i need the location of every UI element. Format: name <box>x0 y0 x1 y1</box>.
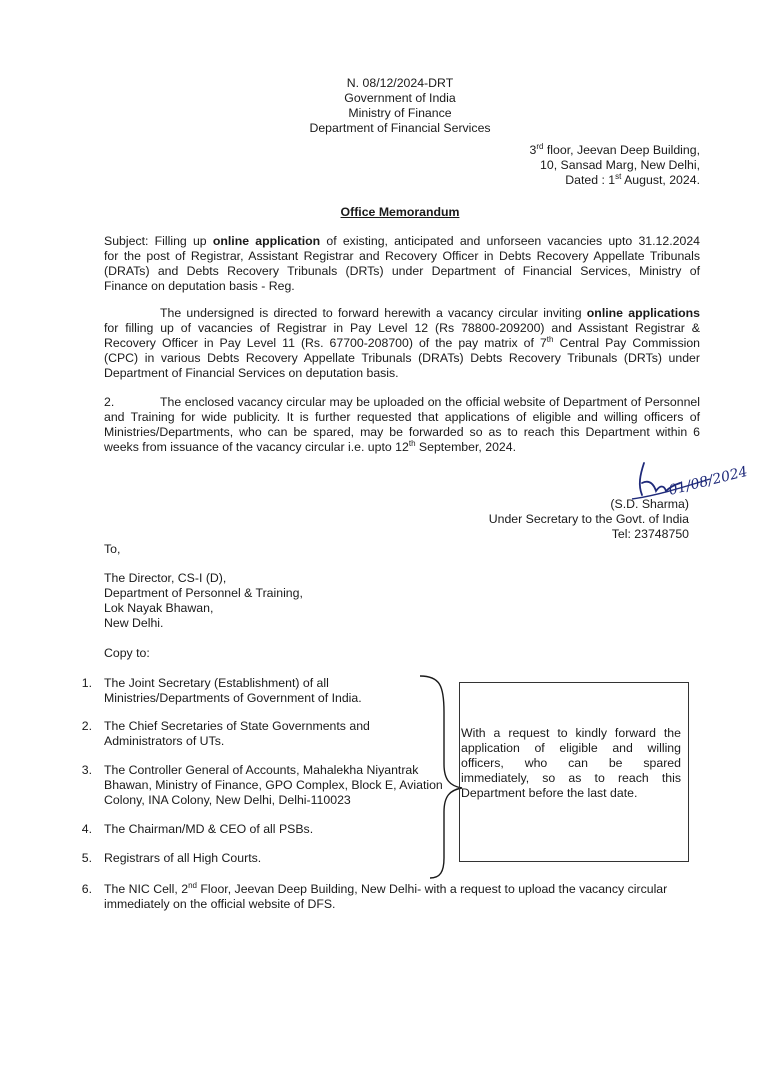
para-line: Recovery Officer in Pay Level 11 (Rs. 67700-208700) of the pay matrix of 7th Central Pay Commission <box>104 334 700 350</box>
para-line: weeks from issuance of the vacancy circular i.e. upto 12th September, 2024. <box>104 438 517 454</box>
subject-line: for the post of Registrar, Assistant Registrar and Recovery Officer in Debts Recovery Appellate Tribunals <box>104 249 700 263</box>
para-line: 2. The enclosed vacancy circular may be uploaded on the official website of Department of Personnel <box>104 395 700 409</box>
addressee-line: New Delhi. <box>104 616 164 630</box>
copy-item: The Controller General of Accounts, Mahalekha Niyantrak Bhawan, Ministry of Finance, GPO Complex, Block E, Aviation Colony, INA Colony, New Delhi, Delhi-110023 <box>104 763 443 807</box>
subject-line: Subject: Filling up online application of existing, anticipated and unforseen vacancies upto 31.12.2024 <box>104 234 701 248</box>
subject-block <box>104 234 700 294</box>
para-line: The undersigned is directed to forward herewith a vacancy circular inviting online applications <box>160 306 700 320</box>
to-label: To, <box>104 542 121 556</box>
file-number: N. 08/12/2024-DRT <box>346 76 454 90</box>
copy-item: The NIC Cell, 2nd Floor, Jeevan Deep Building, New Delhi- with a request to upload the vacancy circular immediately on the official website of DFS. <box>104 880 668 911</box>
para-line: (CPC) in various Debts Recovery Appellate Tribunals (DRATs) Debts Recovery Tribunals (DRTs) under <box>104 351 700 365</box>
department: Department of Financial Services <box>309 121 491 135</box>
signatory-name: (S.D. Sharma) <box>610 497 689 511</box>
copy-to-label: Copy to: <box>104 646 150 660</box>
para-line: Ministries/Departments, who can be spared, may be forwarded so as to reach this Department within 6 <box>104 425 700 439</box>
subject-line: Finance on deputation basis - Reg. <box>104 279 295 293</box>
copy-item-number: 6. <box>81 882 92 896</box>
signature-block <box>440 497 689 542</box>
office-address <box>400 143 700 188</box>
paragraph-1 <box>104 306 700 381</box>
copy-item: Registrars of all High Courts. <box>104 851 262 865</box>
copy-item-number: 3. <box>81 763 92 777</box>
copy-item-number: 4. <box>81 822 92 836</box>
copy-item: The Chief Secretaries of State Governments and Administrators of UTs. <box>104 719 370 748</box>
ministry: Ministry of Finance <box>348 106 452 120</box>
address-line-1: 3rd floor, Jeevan Deep Building, <box>529 141 700 157</box>
copy-item: The Joint Secretary (Establishment) of all Ministries/Departments of Government of India. <box>104 676 362 705</box>
addressee-line: The Director, CS-I (D), <box>104 571 227 585</box>
address-line-2: 10, Sansad Marg, New Delhi, <box>540 158 700 172</box>
copy-item-number: 1. <box>81 676 92 690</box>
signature-date: 01/08/2024 <box>667 463 750 499</box>
letterhead <box>250 76 550 136</box>
government: Government of India <box>344 91 456 105</box>
copy-item-number: 5. <box>81 851 92 865</box>
paragraph-2 <box>104 395 700 455</box>
copy-item-number: 2. <box>81 719 92 733</box>
date-line: Dated : 1st August, 2024. <box>565 171 700 187</box>
curly-bracket <box>410 672 466 882</box>
signatory-designation: Under Secretary to the Govt. of India <box>488 512 689 526</box>
request-note: With a request to kindly forward the application of eligible and willing officers, who can be spared immediately, so as to reach this Department before the last date. <box>461 726 681 800</box>
subject-line: (DRATs) and Debts Recovery Tribunals (DRTs) under Department of Financial Services, Ministry of <box>104 264 700 278</box>
copy-item: The Chairman/MD & CEO of all PSBs. <box>104 822 314 836</box>
para-line: Department of Financial Services on deputation basis. <box>104 366 399 380</box>
para-line: for filling up of vacancies of Registrar in Pay Level 12 (Rs 78800-209200) and Assistant Registrar & <box>104 321 700 335</box>
para-line: and Training for wide publicity. It is further requested that applications of eligible and willing officers of <box>104 410 700 424</box>
signatory-tel: Tel: 23748750 <box>611 527 689 541</box>
addressee-line: Lok Nayak Bhawan, <box>104 601 214 615</box>
para-number: 2. <box>104 395 115 409</box>
addressee-block <box>104 571 424 631</box>
memo-title: Office Memorandum <box>340 205 460 219</box>
addressee-line: Department of Personnel & Training, <box>104 586 303 600</box>
